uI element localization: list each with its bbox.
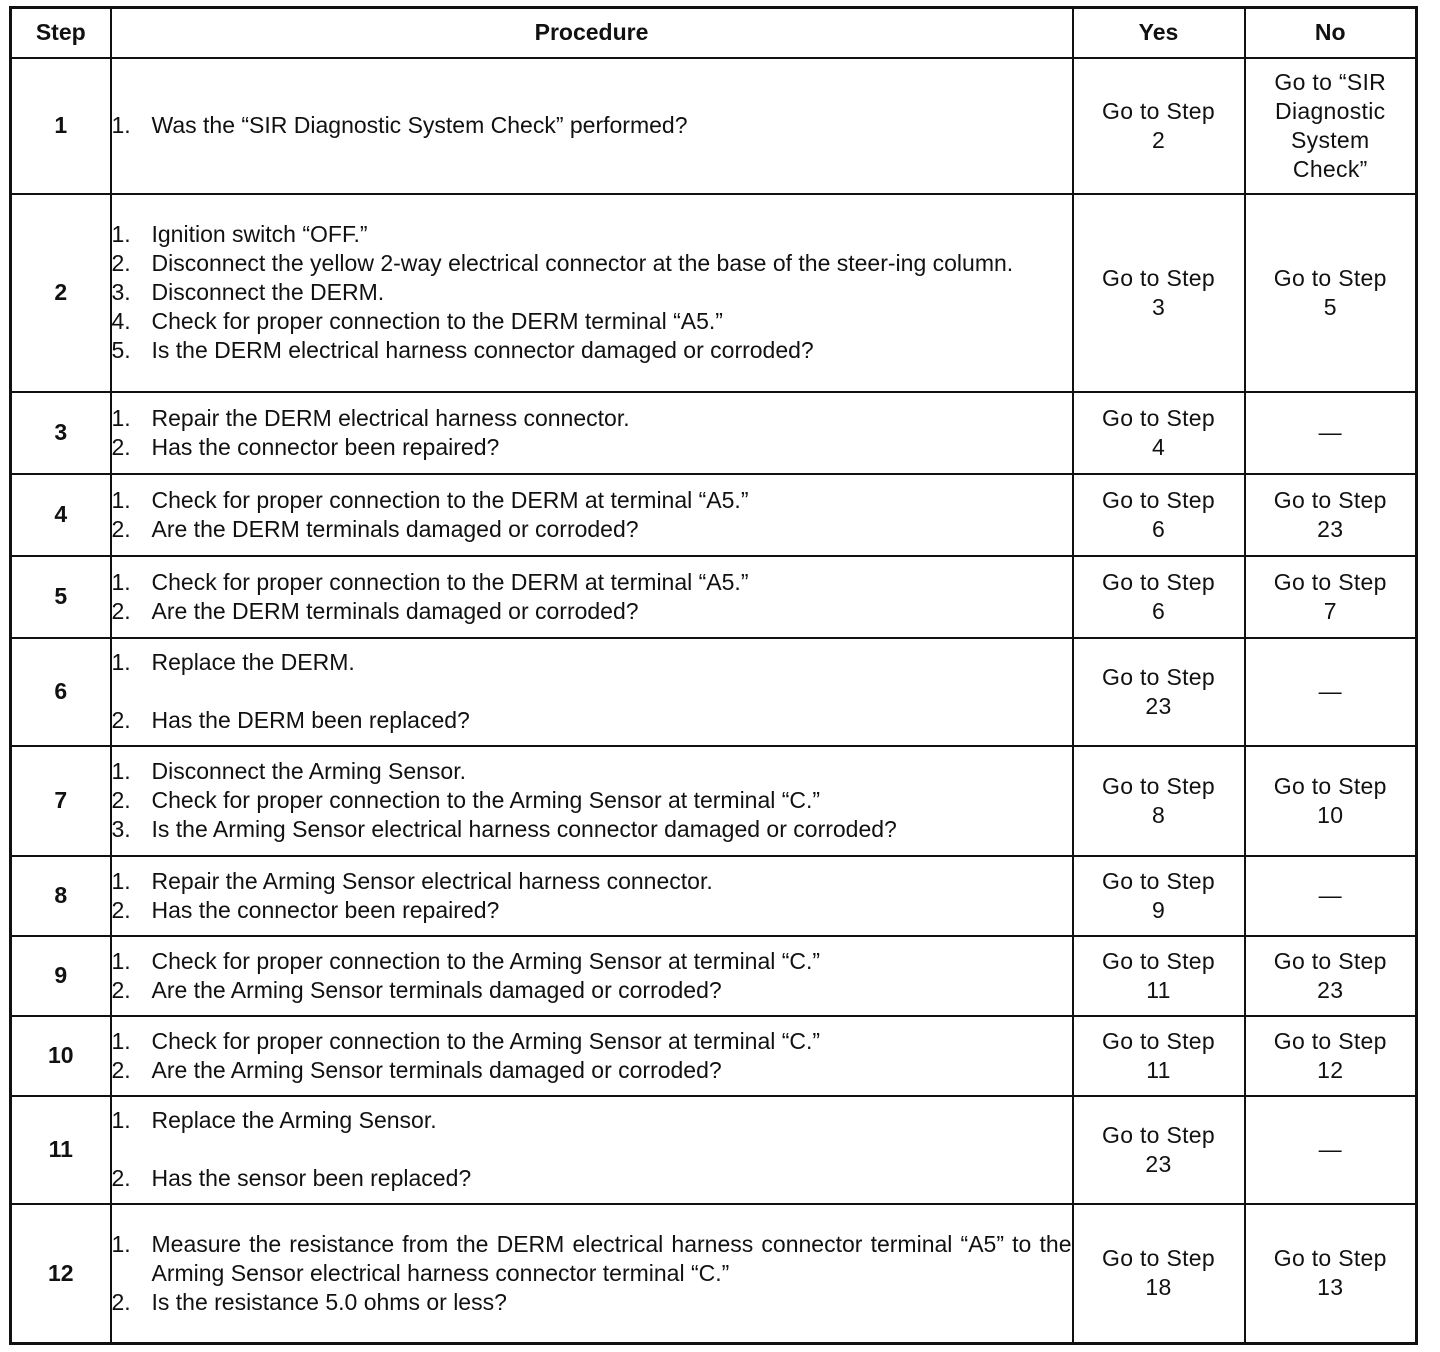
procedure-item-number: 1.: [111, 486, 131, 513]
procedure-item-text: Disconnect the yellow 2-way electrical connector at the base of the steer-ing column.: [151, 250, 1014, 276]
procedure-item-text: Is the Arming Sensor electrical harness connector damaged or corroded?: [151, 816, 897, 842]
no-result-cell: [1245, 474, 1417, 556]
table-row: [11, 1096, 1417, 1204]
procedure-item-number: 1.: [111, 221, 131, 247]
header-yes: Yes: [1073, 8, 1245, 58]
procedure-list: [112, 404, 1072, 462]
yes-result-line: 6: [1151, 515, 1166, 542]
no-result-line: Diagnostic: [1275, 97, 1386, 124]
procedure-cell: [111, 1096, 1073, 1204]
procedure-item-number: 1.: [111, 1107, 131, 1133]
procedure-item-number: 5.: [111, 337, 131, 363]
no-result-line: 23: [1317, 976, 1344, 1003]
yes-result-line: Go to Step: [1102, 486, 1215, 513]
no-result-line: Go to Step: [1273, 772, 1387, 799]
step-number: 12: [11, 1204, 111, 1344]
procedure-item-number: 3.: [111, 279, 131, 305]
yes-result-line: Go to Step: [1102, 947, 1215, 974]
no-result-line: System: [1291, 126, 1370, 153]
table-row: [11, 746, 1417, 856]
yes-result-line: 6: [1151, 597, 1166, 624]
table-row: [11, 392, 1417, 474]
no-result-cell: [1245, 392, 1417, 474]
procedure-item-text: Is the resistance 5.0 ohms or less?: [151, 1288, 507, 1315]
procedure-item: [112, 515, 1072, 544]
yes-result-line: Go to Step: [1102, 1245, 1215, 1272]
yes-result-cell: [1073, 58, 1245, 194]
yes-result-line: 23: [1145, 1150, 1172, 1177]
procedure-item-number: 2.: [111, 1165, 131, 1191]
yes-result-cell: [1073, 856, 1245, 936]
step-number: 6: [11, 638, 111, 746]
procedure-item: [112, 706, 1072, 735]
procedure-item-text: Is the DERM electrical harness connector damaged or corroded?: [151, 337, 814, 363]
yes-result-cell: [1073, 638, 1245, 746]
procedure-item: [112, 433, 1072, 462]
no-result-line: —: [1318, 882, 1342, 908]
procedure-item: [112, 336, 1072, 365]
procedure-cell: [111, 474, 1073, 556]
no-result-line: Go to “SIR: [1274, 68, 1387, 95]
procedure-cell: [111, 392, 1073, 474]
step-number: 9: [11, 936, 111, 1016]
no-result-line: Go to Step: [1273, 486, 1387, 513]
diagnostic-table: [9, 6, 1418, 1345]
table-row: [11, 1016, 1417, 1096]
no-result-line: Check”: [1292, 155, 1368, 182]
header-procedure: Procedure: [111, 8, 1073, 58]
procedure-item-number: 2.: [111, 896, 131, 923]
table-row: [11, 58, 1417, 194]
procedure-item-text: Ignition switch “OFF.”: [151, 221, 368, 247]
yes-result-line: 2: [1151, 126, 1166, 153]
procedure-item: [112, 947, 1072, 976]
yes-result-line: Go to Step: [1102, 867, 1215, 894]
step-number: 2: [11, 194, 111, 392]
table-row: [11, 556, 1417, 638]
yes-result-line: Go to Step: [1102, 1027, 1215, 1054]
procedure-item-text: Repair the Arming Sensor electrical harness connector.: [151, 867, 713, 894]
table-row: [11, 474, 1417, 556]
yes-result-line: 11: [1146, 1056, 1171, 1083]
procedure-cell: [111, 1204, 1073, 1344]
procedure-item-number: 2.: [111, 787, 131, 813]
procedure-item-number: 2.: [111, 1288, 131, 1315]
procedure-item-text: Check for proper connection to the Arming Sensor at terminal “C.”: [151, 947, 821, 974]
no-result-line: —: [1318, 1136, 1342, 1162]
procedure-item-number: 4.: [111, 308, 131, 334]
procedure-item-text: Disconnect the DERM.: [151, 279, 385, 305]
no-result-cell: [1245, 58, 1417, 194]
no-result-cell: [1245, 856, 1417, 936]
procedure-item: [112, 249, 1072, 278]
procedure-list: [112, 757, 1072, 844]
procedure-item-number: 2.: [111, 250, 131, 276]
procedure-item-number: 2.: [111, 1056, 131, 1083]
header-no: No: [1245, 8, 1417, 58]
procedure-item-text: Check for proper connection to the DERM terminal “A5.”: [151, 308, 723, 334]
procedure-item: [112, 278, 1072, 307]
procedure-item-number: 2.: [111, 707, 131, 733]
no-result-line: Go to Step: [1273, 264, 1387, 291]
procedure-list: [112, 1230, 1072, 1317]
procedure-cell: [111, 746, 1073, 856]
procedure-item-text: Check for proper connection to the Arming Sensor at terminal “C.”: [151, 787, 821, 813]
procedure-item-number: 2.: [111, 433, 131, 460]
procedure-cell: [111, 936, 1073, 1016]
header-step: Step: [11, 8, 111, 58]
procedure-item: [112, 220, 1072, 249]
procedure-item-number: 1.: [111, 947, 131, 974]
no-result-line: 23: [1317, 515, 1344, 542]
procedure-item-number: 1.: [111, 568, 131, 595]
table-row: [11, 856, 1417, 936]
yes-result-cell: [1073, 936, 1245, 1016]
yes-result-line: 4: [1151, 433, 1166, 460]
no-result-line: Go to Step: [1273, 947, 1387, 974]
procedure-item: [112, 1230, 1072, 1288]
yes-result-cell: [1073, 1204, 1245, 1344]
procedure-cell: [111, 194, 1073, 392]
procedure-item-text: Check for proper connection to the DERM at terminal “A5.”: [151, 568, 749, 595]
procedure-item-text: Check for proper connection to the DERM at terminal “A5.”: [151, 486, 749, 513]
procedure-item-text: Measure the resistance from the DERM electrical harness connector terminal “A5” to the Arming Sensor electrical harness connector terminal “C.”: [151, 1230, 1072, 1286]
yes-result-line: 18: [1145, 1274, 1172, 1301]
table-row: [11, 936, 1417, 1016]
procedure-item-text: Has the DERM been replaced?: [151, 707, 470, 733]
no-result-line: —: [1318, 419, 1342, 445]
procedure-item: [112, 815, 1072, 844]
yes-result-line: Go to Step: [1102, 404, 1215, 431]
procedure-item-number: 2.: [111, 515, 131, 542]
procedure-item-text: Are the DERM terminals damaged or corroded?: [151, 515, 639, 542]
no-result-line: 5: [1323, 293, 1337, 320]
no-result-cell: [1245, 936, 1417, 1016]
no-result-line: 12: [1317, 1056, 1344, 1083]
procedure-item: [112, 568, 1072, 597]
yes-result-line: Go to Step: [1102, 1121, 1215, 1148]
procedure-item-number: 3.: [111, 816, 131, 842]
procedure-item-number: 2.: [111, 597, 131, 624]
yes-result-line: 23: [1145, 692, 1172, 719]
procedure-item-text: Repair the DERM electrical harness connector.: [151, 404, 630, 431]
step-number: 10: [11, 1016, 111, 1096]
procedure-item-number: 1.: [111, 404, 131, 431]
procedure-item: [112, 1106, 1072, 1135]
procedure-item: [112, 1288, 1072, 1317]
procedure-item: [112, 404, 1072, 433]
table-body: [11, 58, 1417, 1344]
procedure-item-number: 1.: [111, 867, 131, 894]
yes-result-line: Go to Step: [1102, 772, 1215, 799]
yes-result-cell: [1073, 556, 1245, 638]
procedure-item: [112, 1027, 1072, 1056]
diagnostic-table-sheet: [9, 6, 1415, 1342]
procedure-cell: [111, 556, 1073, 638]
yes-result-cell: [1073, 194, 1245, 392]
procedure-item: [112, 648, 1072, 677]
procedure-item-text: Has the connector been repaired?: [151, 433, 500, 460]
procedure-item: [112, 867, 1072, 896]
procedure-item-number: 1.: [111, 758, 131, 784]
procedure-item-text: Disconnect the Arming Sensor.: [151, 758, 466, 784]
step-number: 11: [11, 1096, 111, 1204]
procedure-item: [112, 1164, 1072, 1193]
procedure-item-text: Has the sensor been replaced?: [151, 1165, 472, 1191]
no-result-line: 10: [1317, 801, 1344, 828]
no-result-line: Go to Step: [1273, 568, 1387, 595]
procedure-list: [112, 648, 1072, 735]
procedure-item-text: Replace the DERM.: [151, 649, 355, 675]
no-result-cell: [1245, 746, 1417, 856]
yes-result-line: 8: [1151, 801, 1166, 828]
yes-result-line: Go to Step: [1102, 97, 1215, 124]
procedure-item-text: Are the Arming Sensor terminals damaged or corroded?: [151, 976, 722, 1003]
no-result-cell: [1245, 1204, 1417, 1344]
yes-result-line: Go to Step: [1102, 663, 1215, 690]
procedure-list: [112, 1027, 1072, 1085]
procedure-list: [112, 486, 1072, 544]
procedure-item-number: 1.: [111, 1230, 131, 1257]
procedure-item-number: 1.: [111, 649, 131, 675]
step-number: 4: [11, 474, 111, 556]
no-result-cell: [1245, 638, 1417, 746]
no-result-cell: [1245, 1096, 1417, 1204]
yes-result-line: 11: [1146, 976, 1171, 1003]
yes-result-line: Go to Step: [1102, 264, 1215, 291]
yes-result-cell: [1073, 1016, 1245, 1096]
no-result-line: —: [1318, 678, 1342, 704]
procedure-list: [112, 947, 1072, 1005]
procedure-item: [112, 307, 1072, 336]
procedure-item: [112, 896, 1072, 925]
procedure-item-number: 1.: [111, 112, 131, 138]
procedure-item-text: Was the “SIR Diagnostic System Check” performed?: [151, 112, 688, 138]
procedure-cell: [111, 638, 1073, 746]
yes-result-cell: [1073, 746, 1245, 856]
no-result-cell: [1245, 194, 1417, 392]
no-result-cell: [1245, 556, 1417, 638]
table-row: [11, 1204, 1417, 1344]
procedure-item-number: 1.: [111, 1027, 131, 1054]
procedure-cell: [111, 1016, 1073, 1096]
yes-result-cell: [1073, 392, 1245, 474]
procedure-item: [112, 757, 1072, 786]
procedure-item: [112, 111, 1072, 140]
procedure-cell: [111, 58, 1073, 194]
yes-result-line: 9: [1151, 896, 1166, 923]
step-number: 1: [11, 58, 111, 194]
procedure-list: [112, 220, 1072, 365]
procedure-list: [112, 111, 1072, 140]
no-result-cell: [1245, 1016, 1417, 1096]
procedure-list: [112, 568, 1072, 626]
step-number: 5: [11, 556, 111, 638]
yes-result-line: 3: [1151, 293, 1166, 320]
no-result-line: Go to Step: [1273, 1245, 1387, 1272]
yes-result-cell: [1073, 1096, 1245, 1204]
no-result-line: 13: [1317, 1274, 1344, 1301]
table-row: [11, 638, 1417, 746]
no-result-line: Go to Step: [1273, 1027, 1387, 1054]
procedure-item: [112, 486, 1072, 515]
procedure-item: [112, 976, 1072, 1005]
procedure-item-number: 2.: [111, 976, 131, 1003]
procedure-item-text: Has the connector been repaired?: [151, 896, 500, 923]
procedure-item-text: Are the DERM terminals damaged or corroded?: [151, 597, 639, 624]
procedure-item: [112, 597, 1072, 626]
procedure-list: [112, 1106, 1072, 1193]
procedure-item-text: Replace the Arming Sensor.: [151, 1107, 437, 1133]
step-number: 7: [11, 746, 111, 856]
procedure-cell: [111, 856, 1073, 936]
no-result-line: 7: [1323, 597, 1337, 624]
procedure-item: [112, 786, 1072, 815]
procedure-list: [112, 867, 1072, 925]
header-row: [11, 8, 1417, 58]
step-number: 8: [11, 856, 111, 936]
yes-result-line: Go to Step: [1102, 568, 1215, 595]
yes-result-cell: [1073, 474, 1245, 556]
procedure-item-text: Check for proper connection to the Arming Sensor at terminal “C.”: [151, 1027, 821, 1054]
table-row: [11, 194, 1417, 392]
procedure-item: [112, 1056, 1072, 1085]
procedure-item-text: Are the Arming Sensor terminals damaged or corroded?: [151, 1056, 722, 1083]
step-number: 3: [11, 392, 111, 474]
